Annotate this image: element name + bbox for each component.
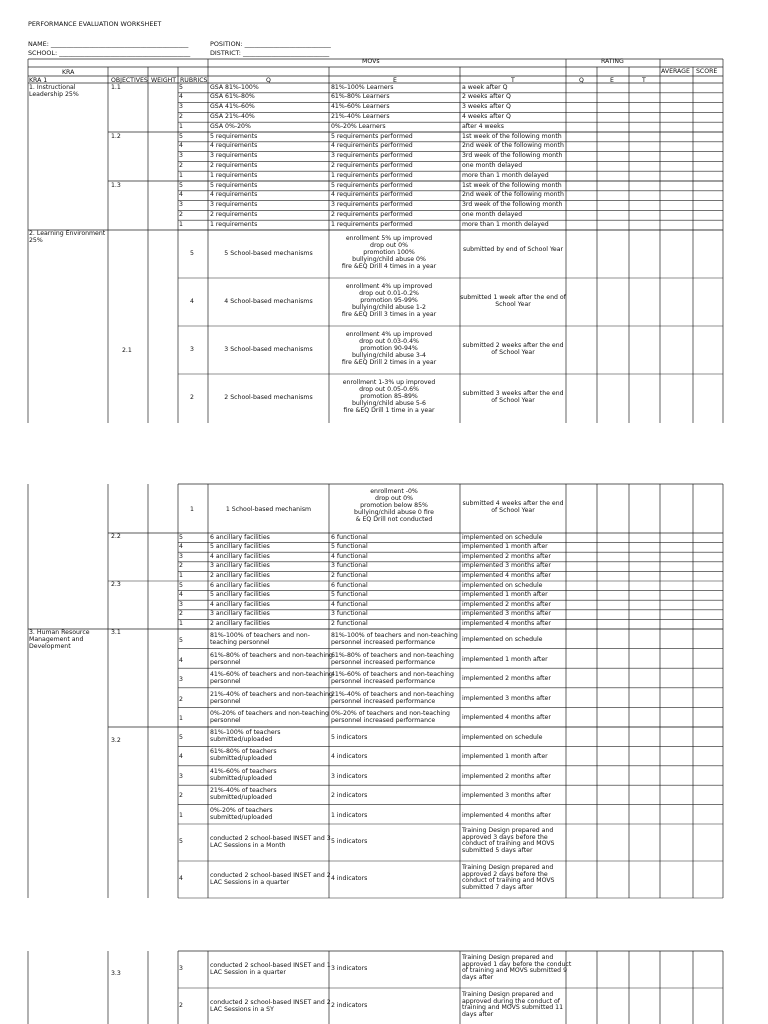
timeliness-criterion: implemented on schedule	[462, 636, 543, 643]
efficiency-criterion: 3 indicators	[331, 965, 368, 972]
timeliness-criterion: implemented 3 months after	[462, 792, 551, 800]
quality-criterion: 21%-40% of teachers and non-teaching	[210, 690, 333, 698]
efficiency-criterion: personnel increased performance	[331, 639, 436, 646]
efficiency-criterion: 61%-80% Learners	[331, 93, 390, 101]
rubric-score: 4	[179, 656, 183, 664]
rubric-score: 1	[179, 220, 183, 228]
quality-criterion: 6 ancillary facilities	[210, 533, 270, 541]
rubric-score: 1	[179, 171, 183, 179]
objective-3-1: 3.1	[111, 629, 121, 636]
timeliness-criterion: submitted 1 week after the end of School Year	[460, 294, 566, 308]
quality-criterion: submitted/uploaded	[210, 794, 273, 802]
quality-criterion: conducted 2 school-based INSET and 2	[210, 999, 331, 1006]
timeliness-criterion: Training Design prepared and	[462, 827, 554, 834]
t-header: T	[511, 77, 515, 84]
timeliness-criterion: implemented 1 month after	[462, 753, 548, 761]
objective-3-3: 3.3	[111, 970, 121, 977]
quality-criterion: 0%-20% of teachers and non-teaching	[210, 710, 329, 718]
efficiency-line: bullying/child abuse 1-2	[351, 304, 426, 311]
rating-e-header: E	[610, 77, 614, 84]
quality-criterion: personnel	[210, 697, 241, 705]
timeliness-criterion: 1st week of the following month	[462, 181, 562, 189]
kra-human-resource: 3. Human Resource Management and Development	[29, 629, 90, 650]
position-field[interactable]: POSITION: ___________________________	[210, 40, 331, 48]
objectives-header: OBJECTIVES	[111, 77, 148, 84]
efficiency-criterion: 5 indicators	[331, 734, 368, 741]
efficiency-criterion: 61%-80% of teachers and non-teaching	[331, 651, 454, 659]
timeliness-criterion: implemented 3 months after	[462, 610, 551, 618]
efficiency-criterion: 3 indicators	[331, 772, 368, 780]
timeliness-criterion: submitted by end of School Year	[462, 246, 564, 253]
quality-criterion: personnel	[210, 717, 241, 725]
quality-criterion: GSA 81%-100%	[210, 83, 259, 91]
objective-1-3: 1.3	[111, 182, 121, 189]
quality-criterion: 61%-80% of teachers and non-teaching	[210, 651, 333, 659]
efficiency-criterion: 21%-40% Learners	[331, 112, 390, 120]
efficiency-line: fire &EQ Drill 4 times in a year	[341, 263, 437, 270]
quality-criterion: 4 ancillary facilities	[210, 600, 270, 608]
efficiency-criterion: 5 requirements performed	[331, 181, 413, 189]
quality-criterion: 4 requirements	[210, 191, 258, 199]
timeliness-criterion: 2 weeks after Q	[462, 93, 511, 101]
rubric-score: 1	[179, 122, 183, 130]
efficiency-line: fire &EQ Drill 2 times in a year	[341, 359, 437, 366]
rubric-score: 2	[179, 161, 183, 169]
rubric-score: 4	[179, 875, 183, 882]
score-header: SCORE	[696, 68, 718, 75]
rubric-score: 5	[179, 132, 183, 140]
timeliness-criterion: implemented 3 months after	[462, 562, 551, 570]
timeliness-criterion: implemented 4 months after	[462, 714, 551, 722]
efficiency-criterion: 4 functional	[331, 600, 368, 608]
timeliness-criterion: Training Design prepared and	[462, 991, 554, 998]
timeliness-criterion: implemented 4 months after	[462, 619, 551, 627]
timeliness-criterion: submitted 2 weeks after the end of School Year	[462, 342, 564, 356]
efficiency-line: bullying/child abuse 0%	[352, 256, 426, 263]
quality-criterion: 5 ancillary facilities	[210, 543, 270, 551]
efficiency-criterion: 21%-40% of teachers and non-teaching	[331, 690, 454, 698]
rubric-score: 5	[179, 734, 183, 741]
efficiency-criterion: 2 requirements performed	[331, 210, 413, 218]
efficiency-criterion: 3 functional	[331, 562, 368, 570]
timeliness-criterion: days after	[462, 973, 494, 981]
quality-criterion: LAC Sessions in a SY	[210, 1006, 274, 1013]
rubric-score: 1	[179, 811, 183, 819]
efficiency-line: promotion 90-94%	[360, 345, 418, 352]
quality-criterion: submitted/uploaded	[210, 736, 273, 743]
quality-criterion: 2 requirements	[210, 161, 258, 169]
efficiency-criterion: 81%-100% of teachers and non-teaching	[331, 632, 458, 639]
efficiency-criterion: 0%-20% Learners	[331, 122, 386, 130]
kra1-header: KRA 1	[29, 77, 48, 84]
timeliness-criterion: implemented 4 months after	[462, 811, 551, 819]
rubric-score: 2	[179, 1002, 183, 1009]
quality-criterion: 81%-100% of teachers	[210, 729, 281, 736]
rubric-score: 2	[179, 610, 183, 618]
timeliness-criterion: implemented 4 months after	[462, 571, 551, 579]
rubric-score: 5	[179, 83, 183, 91]
efficiency-line: enrollment 4% up improved	[345, 283, 433, 290]
average-header: AVERAGE	[661, 68, 690, 75]
timeliness-criterion: after 4 weeks	[462, 122, 504, 130]
efficiency-criterion: 4 indicators	[331, 875, 368, 882]
efficiency-criterion: 1 requirements performed	[331, 220, 413, 228]
efficiency-criterion: 5 indicators	[331, 838, 368, 845]
timeliness-criterion: 3 weeks after Q	[462, 103, 511, 111]
rubric-score: 2	[190, 394, 194, 401]
quality-criterion: submitted/uploaded	[210, 774, 273, 782]
timeliness-criterion: implemented 2 months after	[462, 600, 551, 608]
efficiency-line: promotion 100%	[363, 249, 415, 256]
timeliness-criterion: submitted 7 days after	[462, 883, 533, 891]
quality-criterion: submitted/uploaded	[210, 813, 273, 821]
movs-header: MOVs	[362, 58, 380, 65]
timeliness-criterion: Training Design prepared and	[462, 864, 554, 871]
quality-criterion: LAC Sessions in a Month	[210, 842, 286, 849]
rubric-score: 1	[179, 571, 183, 579]
efficiency-criterion: 6 functional	[331, 533, 368, 541]
efficiency-criterion: 5 functional	[331, 591, 368, 599]
quality-criterion: 1 School-based mechanism	[225, 506, 312, 513]
efficiency-criterion: 5 requirements performed	[331, 132, 413, 140]
efficiency-criterion: 0%-20% of teachers and non-teaching	[331, 710, 450, 718]
efficiency-line: bullying/child abuse 0 fire	[354, 509, 434, 516]
quality-criterion: 3 ancillary facilities	[210, 610, 270, 618]
timeliness-criterion: a week after Q	[462, 83, 508, 91]
district-field[interactable]: DISTRICT: ___________________________	[210, 49, 330, 57]
quality-criterion: 5 requirements	[210, 132, 258, 140]
quality-criterion: 1 requirements	[210, 220, 258, 228]
quality-criterion: 3 ancillary facilities	[210, 562, 270, 570]
efficiency-line: promotion 85-89%	[360, 393, 418, 400]
rubric-score: 5	[179, 581, 183, 589]
timeliness-criterion: one month delayed	[462, 210, 523, 218]
timeliness-criterion: implemented on schedule	[462, 734, 543, 741]
kra-learning-environment: 2. Learning Environment 25%	[29, 230, 106, 244]
efficiency-line: fire &EQ Drill 3 times in a year	[341, 311, 437, 318]
kra-instructional-leadership: 1. Instructional Leadership 25%	[29, 84, 79, 98]
efficiency-line: promotion 95-99%	[360, 297, 418, 304]
quality-criterion: personnel	[210, 678, 241, 686]
name-field[interactable]: NAME: ___________________________________________	[28, 40, 189, 48]
quality-criterion: 61%-80% of teachers	[210, 748, 277, 756]
quality-criterion: 2 ancillary facilities	[210, 571, 270, 579]
efficiency-line: enrollment 4% up improved	[345, 331, 433, 338]
school-field[interactable]: SCHOOL: _________________________________________	[28, 49, 191, 57]
timeliness-criterion: conduct of training and MOVS	[462, 840, 555, 848]
rubric-score: 4	[179, 191, 183, 199]
quality-criterion: LAC Session in a quarter	[210, 969, 286, 976]
rubric-score: 5	[179, 533, 183, 541]
rubric-score: 2	[179, 695, 183, 703]
quality-criterion: LAC Sessions in a quarter	[210, 879, 290, 886]
timeliness-criterion: approved 3 days before the	[462, 833, 548, 841]
efficiency-criterion: 81%-100% Learners	[331, 83, 394, 91]
quality-criterion: 2 School-based mechanisms	[224, 394, 313, 401]
timeliness-criterion: more than 1 month delayed	[462, 171, 549, 179]
timeliness-criterion: implemented on schedule	[462, 533, 543, 541]
rubric-score: 4	[179, 142, 183, 150]
quality-criterion: 3 School-based mechanisms	[224, 346, 313, 353]
rubric-score: 1	[179, 619, 183, 627]
efficiency-criterion: 4 functional	[331, 552, 368, 560]
rating-header: RATING	[601, 58, 624, 65]
rubric-score: 5	[179, 637, 183, 644]
efficiency-criterion: 5 functional	[331, 543, 368, 551]
efficiency-criterion: 2 requirements performed	[331, 161, 413, 169]
timeliness-criterion: implemented 1 month after	[462, 655, 548, 663]
quality-criterion: 4 ancillary facilities	[210, 552, 270, 560]
timeliness-criterion: 3rd week of the following month	[462, 152, 563, 160]
timeliness-criterion: submitted 5 days after	[462, 846, 533, 854]
quality-criterion: 41%-60% of teachers	[210, 767, 277, 775]
quality-criterion: 5 ancillary facilities	[210, 591, 270, 599]
efficiency-criterion: personnel increased performance	[331, 717, 436, 725]
quality-criterion: 2 ancillary facilities	[210, 619, 270, 627]
rubric-score: 4	[179, 93, 183, 101]
quality-criterion: teaching personnel	[210, 639, 270, 646]
efficiency-criterion: personnel increased performance	[331, 697, 436, 705]
efficiency-criterion: 2 functional	[331, 571, 368, 579]
rubric-score: 3	[179, 676, 183, 684]
rubric-score: 3	[179, 552, 183, 560]
timeliness-criterion: more than 1 month delayed	[462, 220, 549, 228]
efficiency-criterion	[329, 235, 449, 270]
rubric-score: 4	[190, 298, 194, 305]
quality-criterion: 21%-40% of teachers	[210, 787, 277, 795]
efficiency-criterion: 3 functional	[331, 610, 368, 618]
efficiency-line: drop out 0.03-0.4%	[359, 338, 419, 345]
rubric-score: 5	[179, 838, 183, 845]
rubric-score: 4	[179, 753, 183, 761]
timeliness-criterion: implemented 2 months after	[462, 675, 551, 683]
quality-criterion: 0%-20% of teachers	[210, 806, 273, 814]
quality-criterion: 41%-60% of teachers and non-teaching	[210, 671, 333, 679]
timeliness-criterion: implemented 2 months after	[462, 552, 551, 560]
rubric-score: 2	[179, 792, 183, 800]
objective-2-1: 2.1	[122, 347, 132, 354]
rubric-score: 3	[179, 201, 183, 209]
efficiency-criterion: 2 indicators	[331, 1002, 368, 1009]
rating-q-header: Q	[579, 77, 584, 84]
efficiency-line: & EQ Drill not conducted	[355, 516, 433, 523]
efficiency-criterion: 41%-60% of teachers and non-teaching	[331, 671, 454, 679]
objective-2-2: 2.2	[111, 533, 121, 540]
timeliness-criterion: Training Design prepared and	[462, 954, 554, 961]
rubric-score: 3	[179, 965, 183, 972]
quality-criterion: submitted/uploaded	[210, 755, 273, 763]
efficiency-criterion: 6 functional	[331, 581, 368, 589]
quality-criterion: conducted 2 school-based INSET and 3	[210, 835, 331, 842]
rubric-score: 1	[179, 715, 183, 723]
quality-criterion: 3 requirements	[210, 152, 258, 160]
rubric-score: 5	[190, 250, 194, 257]
efficiency-line: bullying/child abuse 5-6	[351, 400, 426, 407]
efficiency-criterion: personnel increased performance	[331, 658, 436, 666]
efficiency-line: drop out 0%	[375, 495, 413, 502]
quality-criterion: GSA 21%-40%	[210, 112, 255, 120]
rubrics-header: RUBRICS	[180, 77, 208, 84]
timeliness-criterion: of training and MOVS submitted 9	[462, 967, 568, 975]
efficiency-criterion: 41%-60% Learners	[331, 103, 390, 111]
efficiency-line: promotion below 85%	[360, 502, 428, 509]
timeliness-criterion: 2nd week of the following month	[462, 191, 564, 199]
rating-t-header: T	[642, 77, 646, 84]
efficiency-criterion: 4 requirements performed	[331, 142, 413, 150]
quality-criterion: 81%-100% of teachers and non-	[210, 632, 310, 639]
efficiency-criterion: 2 indicators	[331, 792, 368, 800]
e-header: E	[393, 77, 397, 84]
q-header: Q	[266, 77, 271, 84]
quality-criterion: 3 requirements	[210, 201, 258, 209]
objective-1-2: 1.2	[111, 133, 121, 140]
quality-criterion: personnel	[210, 658, 241, 666]
timeliness-criterion: days after	[462, 1010, 494, 1018]
timeliness-criterion: implemented 1 month after	[462, 543, 548, 551]
kra-header: KRA	[62, 69, 75, 76]
rubric-score: 3	[190, 346, 194, 353]
weight-header: WEIGHT	[151, 77, 177, 84]
efficiency-criterion: 1 indicators	[331, 811, 368, 819]
rubric-score: 3	[179, 152, 183, 160]
rubric-score: 3	[179, 600, 183, 608]
rubric-score: 2	[179, 210, 183, 218]
timeliness-criterion: approved 2 days before the	[462, 870, 548, 878]
quality-criterion: GSA 0%-20%	[210, 122, 251, 130]
timeliness-criterion: one month delayed	[462, 161, 523, 169]
rubric-score: 5	[179, 181, 183, 189]
quality-criterion: 6 ancillary facilities	[210, 581, 270, 589]
efficiency-line: enrollment 5% up improved	[345, 235, 433, 242]
objective-3-2: 3.2	[111, 737, 121, 744]
efficiency-criterion: 3 requirements performed	[331, 152, 413, 160]
quality-criterion: 5 School-based mechanisms	[224, 250, 313, 257]
timeliness-criterion: 2nd week of the following month	[462, 142, 564, 150]
quality-criterion: 4 requirements	[210, 142, 258, 150]
efficiency-criterion: 2 functional	[331, 619, 368, 627]
efficiency-criterion: 4 requirements performed	[331, 191, 413, 199]
timeliness-criterion: implemented 2 months after	[462, 772, 551, 780]
timeliness-criterion: implemented on schedule	[462, 581, 543, 589]
efficiency-line: enrollment 1-3% up improved	[342, 379, 436, 386]
timeliness-criterion: submitted 4 weeks after the end of School Year	[462, 500, 564, 514]
rubric-score: 1	[190, 506, 194, 513]
quality-criterion: GSA 41%-60%	[210, 103, 255, 111]
efficiency-line: drop out 0%	[370, 242, 408, 249]
rubric-score: 3	[179, 103, 183, 111]
document-title: PERFORMANCE EVALUATION WORKSHEET	[28, 20, 162, 28]
efficiency-criterion: 1 requirements performed	[331, 171, 413, 179]
timeliness-criterion: 4 weeks after Q	[462, 112, 511, 120]
objective-1-1: 1.1	[111, 84, 121, 91]
quality-criterion: conducted 2 school-based INSET and 1	[210, 962, 331, 969]
efficiency-criterion: 4 indicators	[331, 753, 368, 761]
quality-criterion: GSA 61%-80%	[210, 93, 255, 101]
quality-criterion: 4 School-based mechanisms	[224, 298, 313, 305]
rubric-score: 2	[179, 562, 183, 570]
timeliness-criterion: 3rd week of the following month	[462, 201, 563, 209]
efficiency-criterion: personnel increased performance	[331, 678, 436, 686]
timeliness-criterion: 1st week of the following month	[462, 132, 562, 140]
efficiency-line: fire &EQ Drill 1 time in a year	[343, 407, 435, 414]
quality-criterion: 5 requirements	[210, 181, 258, 189]
timeliness-criterion: submitted 3 weeks after the end of School Year	[462, 390, 564, 404]
rubric-score: 4	[179, 543, 183, 551]
timeliness-criterion: conduct of training and MOVS	[462, 877, 555, 885]
rubric-score: 2	[179, 112, 183, 120]
efficiency-line: bullying/child abuse 3-4	[351, 352, 426, 359]
efficiency-line: drop out 0.01-0.2%	[359, 290, 419, 297]
quality-criterion: 2 requirements	[210, 210, 258, 218]
quality-criterion: 1 requirements	[210, 171, 258, 179]
efficiency-criterion	[329, 283, 449, 318]
efficiency-criterion	[329, 331, 449, 366]
timeliness-criterion: training and MOVS submitted 11	[462, 1004, 564, 1012]
timeliness-criterion: approved during the conduct of	[462, 997, 560, 1005]
efficiency-criterion	[329, 488, 459, 523]
efficiency-line: drop out 0.05-0.6%	[359, 386, 419, 393]
rubric-score: 3	[179, 772, 183, 780]
efficiency-line: enrollment -0%	[370, 488, 418, 495]
timeliness-criterion: approved 1 day before the conduct	[462, 960, 572, 968]
efficiency-criterion: 3 requirements performed	[331, 201, 413, 209]
timeliness-criterion: implemented 3 months after	[462, 694, 551, 702]
quality-criterion: conducted 2 school-based INSET and 2	[210, 872, 331, 879]
timeliness-criterion: implemented 1 month after	[462, 591, 548, 599]
rubric-score: 4	[179, 591, 183, 599]
efficiency-criterion	[329, 379, 449, 414]
objective-2-3: 2.3	[111, 581, 121, 588]
